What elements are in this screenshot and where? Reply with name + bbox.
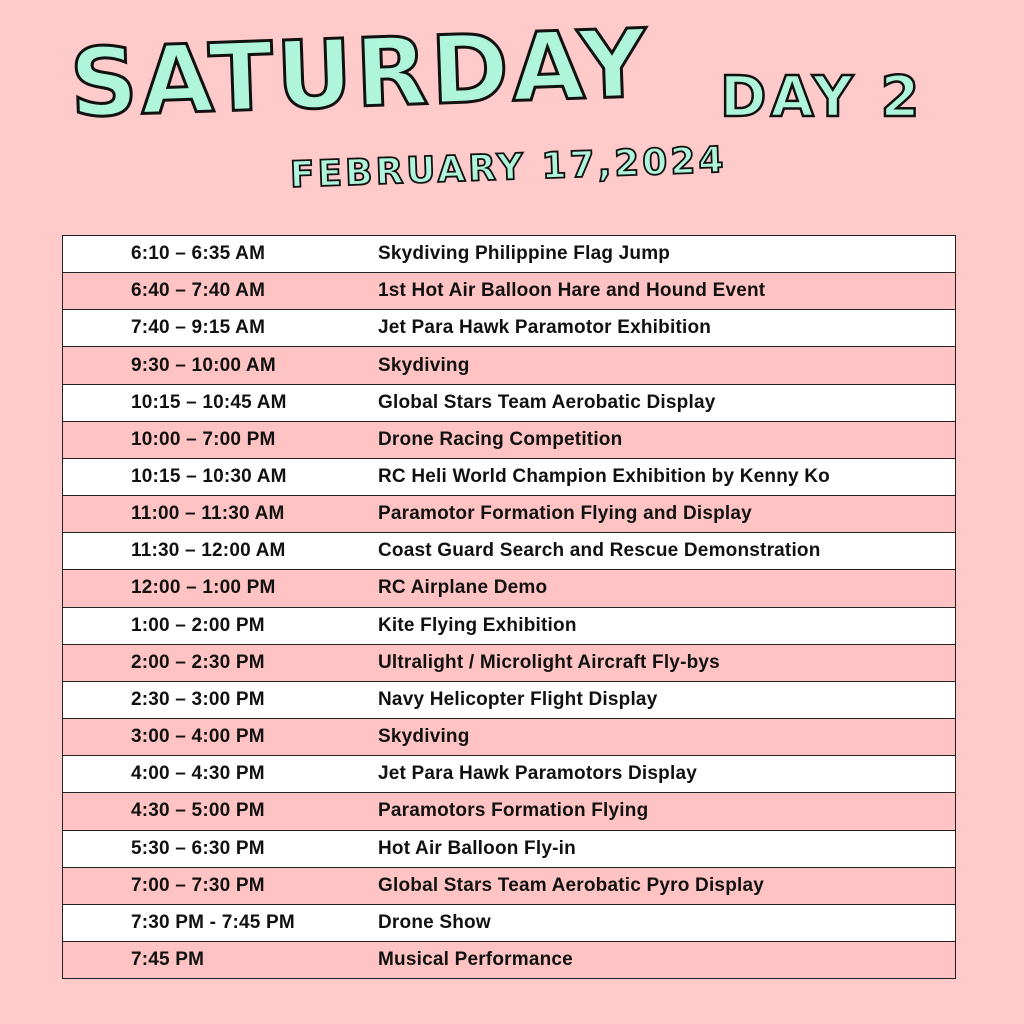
event-cell: Ultralight / Microlight Aircraft Fly-bys bbox=[378, 651, 720, 673]
date-label: FEBRUARY 17,2024 bbox=[289, 139, 728, 196]
table-row bbox=[63, 793, 955, 830]
table-row bbox=[63, 385, 955, 422]
time-cell: 11:30 – 12:00 AM bbox=[131, 540, 286, 562]
table-row bbox=[63, 942, 955, 978]
table-row bbox=[63, 496, 955, 533]
header bbox=[0, 0, 1024, 230]
time-cell: 10:15 – 10:30 AM bbox=[131, 466, 287, 488]
table-row bbox=[63, 273, 955, 310]
time-cell: 3:00 – 4:00 PM bbox=[131, 726, 265, 748]
table-row bbox=[63, 831, 955, 868]
schedule-table bbox=[62, 235, 956, 979]
event-cell: RC Airplane Demo bbox=[378, 577, 548, 599]
event-cell: Jet Para Hawk Paramotors Display bbox=[378, 763, 697, 785]
event-cell: Paramotor Formation Flying and Display bbox=[378, 503, 752, 525]
time-cell: 10:15 – 10:45 AM bbox=[131, 391, 287, 413]
event-cell: Navy Helicopter Flight Display bbox=[378, 688, 658, 710]
page-title: SATURDAY bbox=[68, 9, 652, 139]
time-cell: 4:30 – 5:00 PM bbox=[131, 800, 265, 822]
table-row bbox=[63, 347, 955, 384]
time-cell: 2:00 – 2:30 PM bbox=[131, 651, 265, 673]
time-cell: 11:00 – 11:30 AM bbox=[131, 503, 285, 525]
table-row bbox=[63, 570, 955, 607]
time-cell: 1:00 – 2:00 PM bbox=[131, 614, 265, 636]
table-row bbox=[63, 756, 955, 793]
event-cell: Kite Flying Exhibition bbox=[378, 614, 577, 636]
time-cell: 10:00 – 7:00 PM bbox=[131, 428, 276, 450]
event-cell: Skydiving bbox=[378, 726, 470, 748]
time-cell: 6:40 – 7:40 AM bbox=[131, 280, 266, 302]
table-row bbox=[63, 310, 955, 347]
event-cell: Musical Performance bbox=[378, 949, 573, 971]
time-cell: 12:00 – 1:00 PM bbox=[131, 577, 276, 599]
event-cell: Jet Para Hawk Paramotor Exhibition bbox=[378, 317, 712, 339]
day-label: DAY 2 bbox=[720, 65, 924, 130]
event-cell: Drone Show bbox=[378, 911, 491, 933]
table-row bbox=[63, 533, 955, 570]
event-cell: 1st Hot Air Balloon Hare and Hound Event bbox=[378, 280, 766, 302]
event-cell: RC Heli World Champion Exhibition by Kenny Ko bbox=[378, 466, 830, 488]
event-cell: Drone Racing Competition bbox=[378, 428, 623, 450]
time-cell: 2:30 – 3:00 PM bbox=[131, 688, 265, 710]
time-cell: 9:30 – 10:00 AM bbox=[131, 354, 276, 376]
time-cell: 7:40 – 9:15 AM bbox=[131, 317, 266, 339]
time-cell: 7:45 PM bbox=[131, 949, 205, 971]
time-cell: 7:00 – 7:30 PM bbox=[131, 874, 265, 896]
table-row bbox=[63, 905, 955, 942]
table-row bbox=[63, 422, 955, 459]
table-row bbox=[63, 682, 955, 719]
table-row bbox=[63, 236, 955, 273]
table-row bbox=[63, 459, 955, 496]
event-cell: Coast Guard Search and Rescue Demonstration bbox=[378, 540, 821, 562]
time-cell: 4:00 – 4:30 PM bbox=[131, 763, 265, 785]
time-cell: 7:30 PM - 7:45 PM bbox=[131, 911, 295, 933]
event-cell: Skydiving bbox=[378, 354, 470, 376]
table-row bbox=[63, 645, 955, 682]
event-cell: Global Stars Team Aerobatic Display bbox=[378, 391, 716, 413]
event-cell: Paramotors Formation Flying bbox=[378, 800, 649, 822]
table-row bbox=[63, 719, 955, 756]
event-cell: Skydiving Philippine Flag Jump bbox=[378, 243, 671, 265]
event-cell: Hot Air Balloon Fly-in bbox=[378, 837, 576, 859]
time-cell: 6:10 – 6:35 AM bbox=[131, 243, 266, 265]
time-cell: 5:30 – 6:30 PM bbox=[131, 837, 265, 859]
table-row bbox=[63, 608, 955, 645]
event-cell: Global Stars Team Aerobatic Pyro Display bbox=[378, 874, 765, 896]
table-row bbox=[63, 868, 955, 905]
